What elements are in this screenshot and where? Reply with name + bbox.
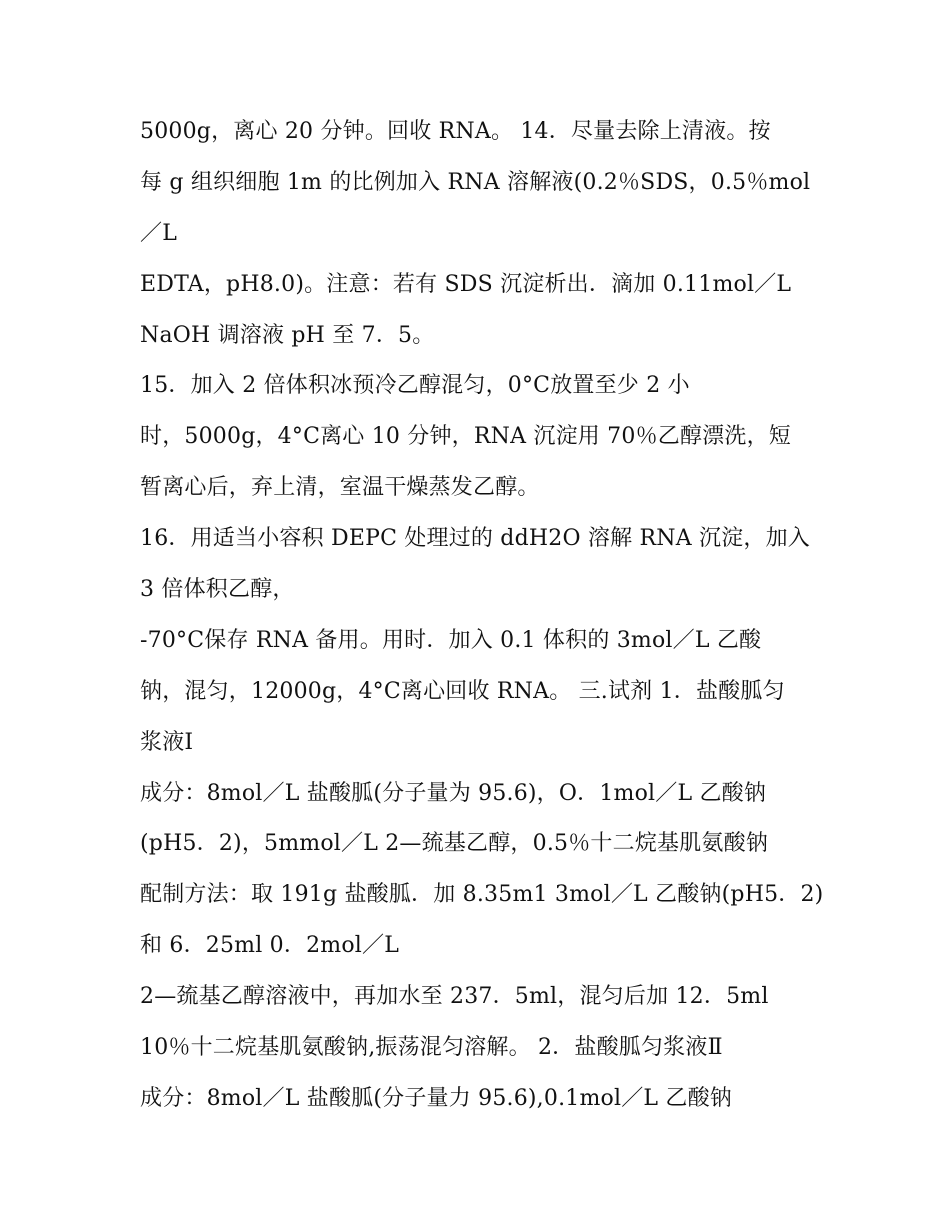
text-line: ／L — [140, 220, 178, 246]
text-line: 10％十二烷基肌氨酸钠,振荡混匀溶解。 2．盐酸胍匀浆液Ⅱ — [140, 1035, 723, 1061]
text-line: (pH5．2)，5mmol／L 2—巯基乙醇，0.5％十二烷基肌氨酸钠 — [140, 831, 769, 857]
text-line: 成分：8mol／L 盐酸胍(分子量为 95.6)，O．1mol／L 乙酸钠 — [140, 780, 767, 806]
text-line: 16．用适当小容积 DEPC 处理过的 ddH2O 溶解 RNA 沉淀，加入 — [140, 526, 810, 552]
text-line: 暂离心后，弃上清，室温干燥蒸发乙醇。 — [140, 475, 540, 501]
text-line: 5000g，离心 20 分钟。回收 RNA。 14．尽量去除上清液。按 — [140, 119, 771, 144]
text-line: 每 g 组织细胞 1m 的比例加入 RNA 溶解液(0.2％SDS，0.5％mol — [140, 169, 811, 195]
text-line: -70°C保存 RNA 备用。用时．加入 0.1 体积的 3mol／L 乙酸 — [140, 627, 762, 653]
text-line: 配制方法：取 191g 盐酸胍．加 8.35m1 3mol／L 乙酸钠(pH5．2) — [140, 882, 824, 908]
text-line: 浆液Ⅰ — [140, 729, 194, 755]
text-line: 成分：8mol／L 盐酸胍(分子量力 95.6),0.1mol／L 乙酸钠 — [140, 1085, 733, 1111]
text-line: 3 倍体积乙醇， — [140, 577, 295, 603]
document-body — [140, 107, 830, 1125]
text-line: 15．加入 2 倍体积冰预冷乙醇混匀，0°C放置至少 2 小 — [140, 373, 690, 399]
text-line: NaOH 调溶液 pH 至 7．5。 — [140, 322, 435, 348]
text-line: 2—巯基乙醇溶液中，再加水至 237．5ml，混匀后加 12．5ml — [140, 984, 769, 1010]
text-line: 时，5000g，4°C离心 10 分钟，RNA 沉淀用 70％乙醇漂洗，短 — [140, 424, 791, 450]
text-line: EDTA，pH8.0)。注意：若有 SDS 沉淀析出．滴加 0.11mol／L — [140, 271, 792, 297]
text-line: 钠，混匀，12000g，4°C离心回收 RNA。 三.试剂 1．盐酸胍匀 — [140, 678, 785, 704]
text-line: 和 6．25ml 0．2mol／L — [140, 933, 400, 959]
